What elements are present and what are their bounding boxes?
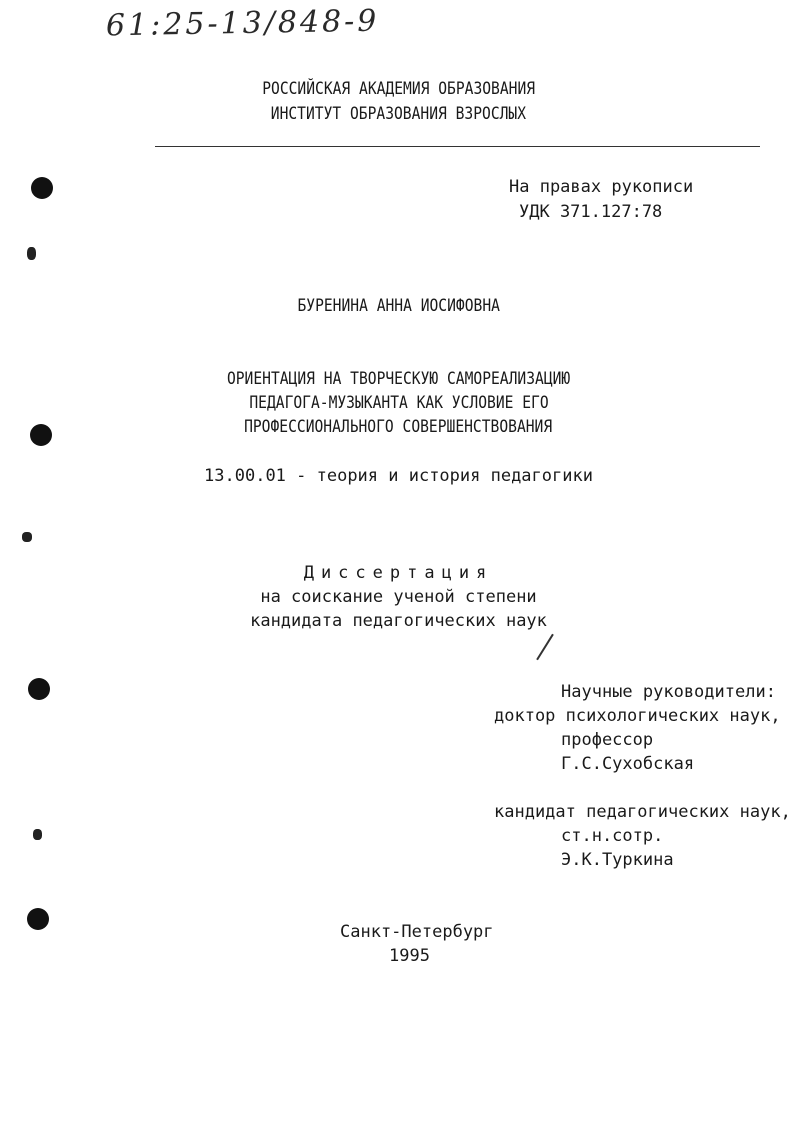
binder-hole [31,177,53,199]
margin-speck [22,532,32,542]
margin-speck [27,247,36,260]
title-line-3: ПРОФЕССИОНАЛЬНОГО СОВЕРШЕНСТВОВАНИЯ [244,417,553,437]
dissertation-word: Диссертация [303,563,494,583]
advisor-2-degree: кандидат педагогических наук, [494,802,791,822]
advisor-1-name: Г.С.Сухобская [561,754,695,774]
city: Санкт-Петербург [340,922,494,942]
header-divider [155,146,760,147]
advisors-heading: Научные руководители: [561,682,776,702]
header-line-1: РОССИЙСКАЯ АКАДЕМИЯ ОБРАЗОВАНИЯ [262,79,535,99]
dissertation-line-3: кандидата педагогических наук [250,611,547,631]
advisor-1-title: профессор [561,730,654,750]
rights-note: На правах рукописи [509,177,694,197]
header-line-2: ИНСТИТУТ ОБРАЗОВАНИЯ ВЗРОСЛЫХ [270,104,527,124]
binder-hole [27,908,49,930]
pencil-mark [536,634,554,661]
advisor-2-title: ст.н.сотр. [561,826,664,846]
archive-mark-handwritten: 61:25-13/848-9 [105,3,380,44]
advisor-1-degree: доктор психологических наук, [494,706,781,726]
advisor-2-name: Э.К.Туркина [561,850,674,870]
title-line-2: ПЕДАГОГА-МУЗЫКАНТА КАК УСЛОВИЕ ЕГО [248,393,549,413]
author-name: БУРЕНИНА АННА ИОСИФОВНА [297,296,500,316]
margin-speck [33,829,42,840]
year: 1995 [389,946,430,966]
udk-code: УДК 371.127:78 [519,202,663,222]
dissertation-line-2: на соискание ученой степени [260,587,537,607]
specialty-code: 13.00.01 - теория и история педагогики [204,466,593,486]
title-line-1: ОРИЕНТАЦИЯ НА ТВОРЧЕСКУЮ САМОРЕАЛИЗАЦИЮ [226,369,571,389]
binder-hole [28,678,50,700]
